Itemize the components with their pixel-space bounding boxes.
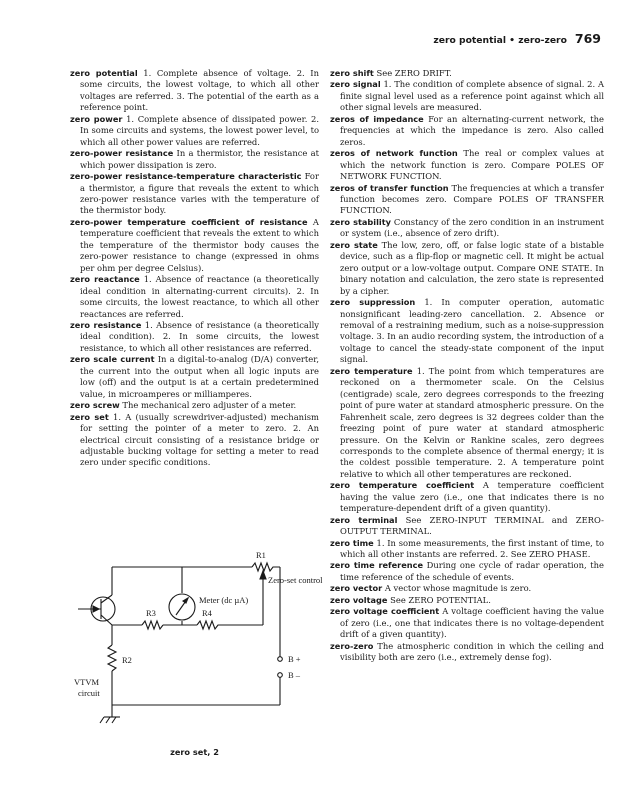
entry: [70, 320, 319, 354]
r3-label: R3: [146, 608, 156, 618]
entry-definition: 1. In computer operation, automatic nonsignificant leading-zero cancellation. 2. Absence or removal of a restraining medium, such as a noise-suppression voltage. 3. In an audio recording system, the introduction of a voltage to cancel the steady-state component of the input signal.: [340, 297, 605, 365]
entry-term: zero power: [70, 113, 123, 124]
entry-definition: In a digital-to-analog (D/A) converter, the current into the output when all logic inputs are low (off) and the output is at a certain predetermined value, in microamperes or milliamperes.: [80, 354, 319, 399]
circuit-label: circuit: [78, 688, 100, 698]
b-minus-terminal: [278, 673, 283, 678]
entry: [330, 297, 604, 366]
entry: [330, 68, 604, 79]
page-number: 769: [574, 31, 601, 46]
entry-term: zero stability: [330, 216, 391, 227]
entry-definition: 1. In some measurements, the first instant of time, to which all other instants are referred. 2. See ZERO PHASE.: [340, 537, 604, 560]
entry-term: zero voltage coefficient: [330, 606, 440, 617]
entry: [70, 274, 319, 320]
b-plus-label: B +: [288, 654, 301, 664]
entry-definition: Constancy of the zero condition in an instrument or system (i.e., absence of zero drift).: [340, 216, 604, 239]
entry: [330, 114, 604, 148]
entry-term: zero resistance: [70, 319, 142, 330]
entry-term: zero time: [330, 537, 374, 548]
entry: [330, 217, 604, 240]
entry-term: zero vector: [330, 583, 383, 594]
zero-set-control-label: Zero-set control: [268, 575, 323, 585]
entry-definition: 1. Absence of reactance (a theoretically ideal condition in alternating-current circuits). 2. In some circuits, the lowest reactance, to which all other reactances are referred.: [80, 274, 319, 319]
entry: [330, 79, 604, 113]
figure-caption: zero set, 2: [170, 747, 219, 757]
entry-definition: For a thermistor, a figure that reveals the extent to which zero-power resistance varies with the temperature of the thermistor body.: [80, 171, 319, 216]
entry-term: zeros of transfer function: [330, 182, 449, 193]
entry-definition: 1. Complete absence of dissipated power. 2. In some circuits and systems, the lowest power level, to which all other power values are referred.: [80, 113, 319, 147]
entry-definition: 1. Complete absence of voltage. 2. In some circuits, the lowest voltage, to which all other voltages are referred. 3. The potential of the earth as a reference point.: [80, 68, 320, 113]
r1-label: R1: [256, 550, 266, 560]
entry-term: zero reactance: [70, 274, 140, 285]
entry-definition: See ZERO DRIFT.: [376, 68, 452, 78]
entry: [70, 354, 319, 400]
r2-resistor: [108, 645, 116, 671]
entry-term: zero shift: [330, 68, 374, 78]
ground-hatch: [106, 717, 110, 723]
entry: [330, 480, 604, 514]
entry-definition: A temperature coefficient that reveals the extent to which the temperature of the thermistor body causes the zero-power resistance to change (expressed in ohms per ohm per degree Celsius).: [80, 216, 319, 273]
entry-term: zero temperature: [330, 365, 413, 376]
entry-term: zero-power resistance: [70, 148, 174, 159]
r1-resistor: [252, 563, 280, 571]
entry-definition: In a thermistor, the resistance at which power dissipation is zero.: [80, 148, 319, 170]
entry-definition: For an alternating-current network, the frequencies at which the impedance is zero. Also called zeros.: [340, 113, 605, 147]
circuit-diagram: [72, 545, 323, 745]
entry-definition: The low, zero, off, or false logic state of a bistable device, such as a flip-flop or magnetic cell. It might be actual zero output or a low-voltage output. Compare ONE STATE. In binary notation and calculation, the zero state is represented by a cipher.: [340, 239, 604, 296]
entry-definition: 1. A (usually screwdriver-adjusted) mechanism for setting the pointer of a meter to zero. 2. An electrical circuit consisting of a resistance bridge or adjustable bucking voltage for setting a meter to read zero under specific conditions.: [80, 411, 319, 468]
entry-term: zero signal: [330, 79, 381, 90]
entry-term: zeros of network function: [330, 148, 458, 159]
entry-term: zero voltage: [330, 594, 388, 605]
entry: [330, 560, 604, 583]
entry: [70, 412, 319, 469]
left-column: [70, 68, 319, 469]
entry-definition: During one cycle of radar operation, the time reference of the schedule of events.: [340, 560, 604, 582]
fet-gate-arrow: [93, 606, 99, 612]
meter-needle-tip: [183, 598, 188, 603]
vtvm-label: VTVM: [74, 677, 100, 687]
entry-term: zero set: [70, 411, 109, 422]
entry: [330, 538, 604, 561]
entry-term: zero scale current: [70, 354, 155, 365]
entry-definition: The real or complex values at which the network function is zero. Compare POLES OF NETWORK FUNCTION.: [340, 148, 604, 182]
entry-definition: A temperature coefficient having the value zero (i.e., one that indicates there is no temperature-dependent drift of a given quantity).: [340, 480, 605, 514]
zero-set-circuit-figure: [72, 545, 323, 745]
entry: [330, 366, 604, 481]
r3-resistor: [142, 621, 163, 629]
page-header: [433, 31, 601, 46]
entry: [330, 641, 604, 664]
entry-term: zero screw: [70, 400, 120, 411]
entry: [330, 183, 604, 217]
entry-definition: A voltage coefficient having the value of zero (i.e., one that indicates there is no voltage-dependent drift of a given quantity).: [340, 606, 604, 640]
entry-term: zero state: [330, 239, 378, 250]
r4-resistor: [197, 621, 222, 629]
entry-term: zero-zero: [330, 640, 374, 651]
entry-term: zero time reference: [330, 560, 424, 571]
entry-definition: The mechanical zero adjuster of a meter.: [122, 400, 297, 411]
entry-definition: 1. The condition of complete absence of signal. 2. A finite signal level used as a reference point against which all other signal levels are measured.: [340, 79, 604, 113]
ground-hatch: [100, 717, 104, 723]
b-minus-label: B –: [288, 670, 301, 680]
entry-term: zero temperature coefficient: [330, 480, 475, 491]
r2-label: R2: [122, 655, 132, 665]
entry: [70, 171, 319, 217]
entry-term: zero-power resistance-temperature characteristic: [70, 171, 302, 182]
entry-term: zero terminal: [330, 514, 398, 525]
entry-term: zero-power temperature coefficient of resistance: [70, 216, 308, 227]
meter-label: Meter (dc µA): [199, 595, 249, 605]
entry-definition: See ZERO POTENTIAL.: [390, 594, 491, 605]
entry-definition: The atmospheric condition in which the ceiling and visibility both are zero (i.e., extremely dense fog).: [340, 640, 604, 663]
entry: [330, 583, 604, 594]
entry: [70, 148, 319, 171]
entry-definition: See ZERO-INPUT TERMINAL and ZERO-OUTPUT TERMINAL.: [340, 514, 604, 537]
entry-term: zero suppression: [330, 297, 416, 308]
entry-definition: 1. The point from which temperatures are reckoned on a thermometer scale. On the Celsius (centigrade) scale, zero degrees corresponds to the freezing point of pure water at standard atmospheric pressure. On the Fahrenheit scale, zero degrees is 32 degrees colder than the freezing point of pure water at standard atmospheric pressure. On the Kelvin or Rankine scales, zero degrees corresponds to the complete absence of thermal energy; it is the coldest possible temperature. 2. A temperature point relative to which all other temperatures are reckoned.: [340, 365, 605, 479]
ground-hatch: [112, 717, 116, 723]
entry-definition: A vector whose magnitude is zero.: [384, 583, 532, 594]
entry: [70, 68, 319, 114]
entry: [70, 217, 319, 274]
entry: [330, 606, 604, 640]
entry: [330, 595, 604, 606]
entry: [70, 400, 319, 411]
arrow-head: [260, 571, 266, 579]
entry-term: zeros of impedance: [330, 113, 424, 124]
entry: [330, 515, 604, 538]
entry-definition: 1. Absence of resistance (a theoretically ideal condition). 2. In some circuits, the lowest resistance, to which all other resistances are referred.: [80, 319, 319, 353]
right-column: [330, 68, 604, 664]
fet-source: [101, 615, 112, 625]
b-plus-terminal: [278, 657, 283, 662]
entry-definition: The frequencies at which a transfer function becomes zero. Compare POLES OF TRANSFER FUNCTION.: [340, 182, 605, 216]
entry-term: zero potential: [70, 68, 138, 78]
r4-label: R4: [202, 608, 212, 618]
entry: [330, 240, 604, 297]
entry: [70, 114, 319, 148]
entry: [330, 148, 604, 182]
running-head: zero potential • zero-zero: [433, 35, 567, 46]
